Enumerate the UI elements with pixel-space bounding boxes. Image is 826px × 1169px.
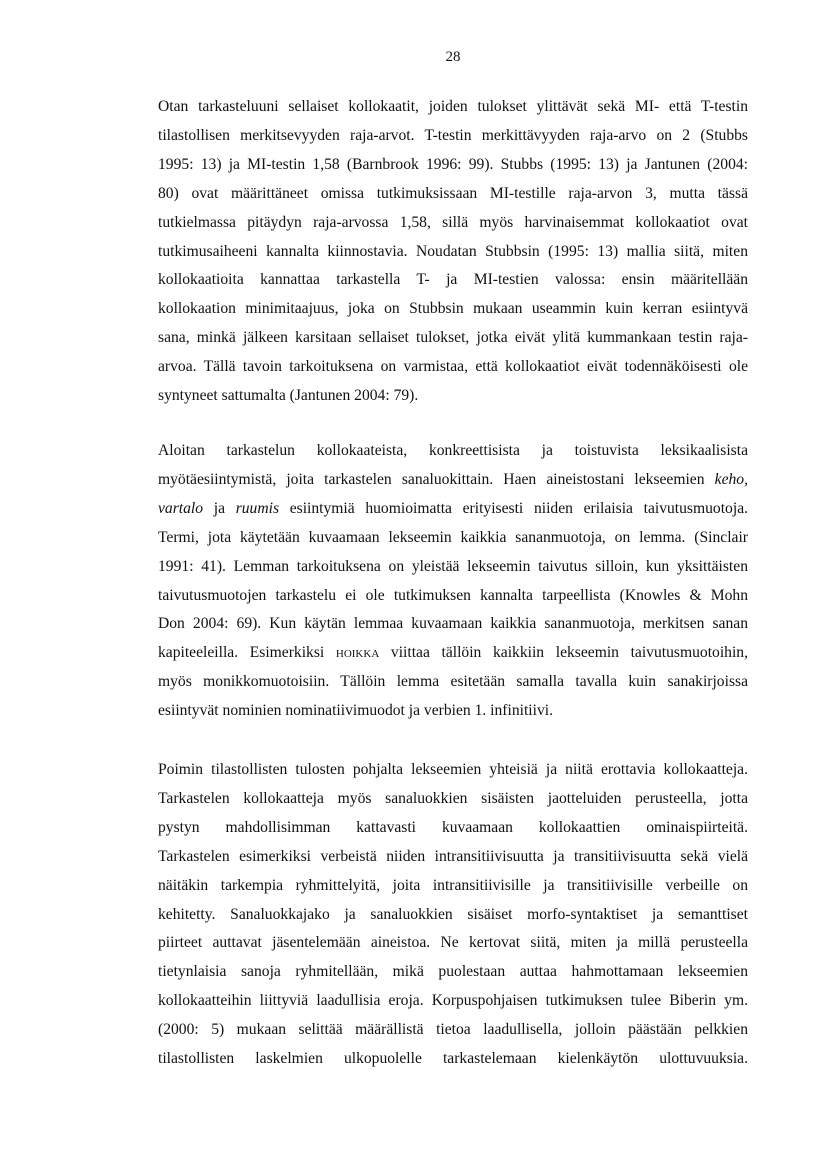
text-segment: esiintymiä huomioimatta erityisesti niiden erilaisia taivutusmuotoja. [289,499,749,517]
small-caps-term: hoikka [335,644,380,662]
text-line: Tarkastelen kollokaatteja myös sanaluokkien sisäisten jaotteluiden perusteella, jotta [158,789,748,807]
text-line: pystyn mahdollisimman kattavasti kuvaamaan kollokaattien ominaispiirteitä. [158,818,748,836]
text-line: piirteet auttavat jäsentelemään aineistoa. Ne kertovat siitä, miten ja millä perusteella [158,934,748,952]
text-line: kollokaatteihin liittyviä laadullisia eroja. Korpuspohjaisen tutkimuksen tulee Biberin ym. [158,992,748,1010]
text-line: sana, minkä jälkeen karsitaan sellaiset tulokset, jotka eivät ylitä kummankaan testin raja- [158,329,748,347]
text-line [158,495,748,524]
paragraph-3 [158,756,748,1074]
text-line: tilastollisen merkitsevyyden raja-arvot. T-testin merkittävyyden raja-arvo on 2 (Stubbs [158,126,748,144]
paragraph-2 [158,437,748,726]
text-line: 1991: 41). Lemman tarkoituksena on yleistää lekseemin taivutus silloin, kun yksittäisten [158,557,748,575]
text-line: myös monikkomuotoisiin. Tällöin lemma esitetään samalla tavalla kuin sanakirjoissa [158,673,748,691]
text-segment: ja [213,499,225,517]
text-line: Poimin tilastollisten tulosten pohjalta lekseemien yhteisiä ja niitä erottavia kollokaatteja. [158,761,748,778]
text-line: tutkimusaiheeni kannalta kiinnostavia. Noudatan Stubbsin (1995: 13) mallia siitä, miten [158,242,748,260]
text-segment: viittaa tällöin kaikkiin lekseemin taivutusmuotoihin, [390,644,748,662]
emphasized-term: vartalo [158,499,204,517]
text-line: Tarkastelen esimerkiksi verbeistä niiden intransitiivisuutta ja transitiivisuutta sekä vielä [158,847,748,865]
text-line: Termi, jota käytetään kuvaamaan lekseemin kaikkia sananmuotoja, on lemma. (Sinclair [158,528,748,546]
page-number: 28 [445,49,461,65]
text-line: taivutusmuotojen tarkastelu ei ole tutkimuksen kannalta tarpeellista (Knowles & Mohn [158,586,748,604]
text-line: Aloitan tarkastelun kollokaateista, konkreettisista ja toistuvista leksikaalisista [158,442,748,459]
text-line: tilastollisten laskelmien ulkopuolelle tarkastelemaan kielenkäytön ulottuvuuksia. [158,1050,748,1068]
text-line [158,466,748,495]
text-line: (2000: 5) mukaan selittää määrällistä tietoa laadullisella, jolloin päästään pelkkien [158,1021,748,1039]
paragraph-1 [158,93,748,411]
text-line: tietynlaisia sanoja ryhmitellään, mikä puolestaan auttaa hahmottamaan lekseemien [158,963,748,981]
text-line: syntyneet sattumalta (Jantunen 2004: 79). [158,387,419,405]
text-line: 80) ovat määrittäneet omissa tutkimuksissaan MI-testille raja-arvon 3, mutta tässä [158,184,748,202]
text-segment: myötäesiintymistä, joita tarkastelen sanaluokittain. Haen aineistostani lekseemien [158,470,705,488]
text-line: näitäkin tarkempia ryhmittelyitä, joita intransitiivisille ja transitiivisille verbeille on [158,876,748,894]
text-line: arvoa. Tällä tavoin tarkoituksena on varmistaa, että kollokaatiot eivät todennäköisesti ole [158,358,748,376]
text-line: Otan tarkasteluuni sellaiset kollokaatit, joiden tulokset ylittävät sekä MI- että T-testin [158,98,748,115]
text-line: Don 2004: 69). Kun käytän lemmaa kuvaamaan kaikkia sananmuotoja, merkitsen sanan [158,615,748,633]
emphasized-term: ruumis [235,499,280,517]
text-line: kehitetty. Sanaluokkajako ja sanaluokkien sisäiset morfo-syntaktiset ja semanttiset [158,905,748,923]
text-line: tutkielmassa pitäydyn raja-arvossa 1,58, sillä myös harvinaisemmat kollokaatiot ovat [158,213,748,231]
text-line: kollokaation minimitaajuus, joka on Stubbsin mukaan useammin kuin kerran esiintyvä [158,300,748,318]
emphasized-term: keho, [714,470,748,488]
text-line: 1995: 13) ja MI-testin 1,58 (Barnbrook 1996: 99). Stubbs (1995: 13) ja Jantunen (2004: [158,155,748,173]
text-segment: kapiteeleilla. Esimerkiksi [158,644,325,662]
text-line: kollokaatioita kannattaa tarkastella T- ja MI-testien valossa: ensin määritellään [158,271,748,289]
text-line [158,639,748,668]
text-line: esiintyvät nominien nominatiivimuodot ja verbien 1. infinitiivi. [158,702,553,720]
